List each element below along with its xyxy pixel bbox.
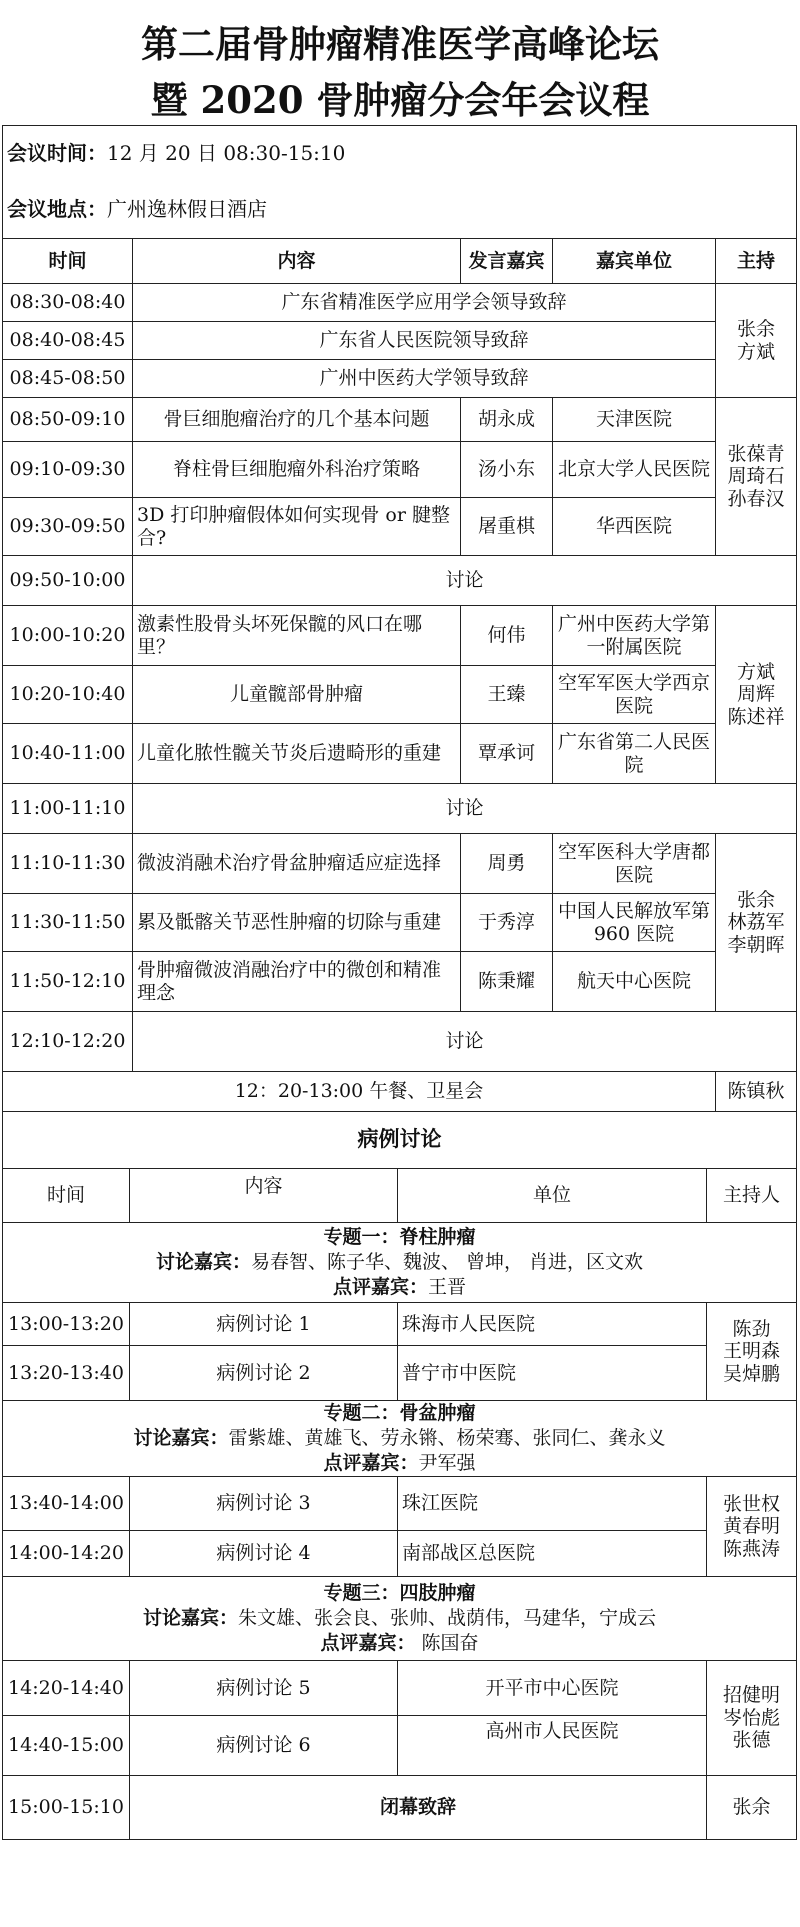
discussion-label: 讨论 <box>133 784 797 834</box>
topic-row <box>3 1223 797 1303</box>
row-time: 13:20-13:40 <box>3 1346 130 1401</box>
row-speaker: 于秀淳 <box>461 894 553 952</box>
table-row <box>3 1346 797 1401</box>
row-time: 08:30-08:40 <box>3 284 133 322</box>
host-cell: 张世权 黄春明 陈燕涛 <box>707 1477 797 1577</box>
header-unit: 嘉宾单位 <box>553 239 716 284</box>
table-row <box>3 1303 797 1346</box>
reviewer-name: 尹军强 <box>418 1451 476 1474</box>
table-row <box>3 398 797 442</box>
table-row <box>3 952 797 1012</box>
meeting-place <box>3 182 797 239</box>
host-cell: 方斌 周辉 陈述祥 <box>716 606 797 784</box>
reviewer-name: 王晋 <box>428 1275 467 1298</box>
row-unit: 南部战区总医院 <box>398 1531 707 1577</box>
meeting-time-label: 会议时间： <box>7 141 107 166</box>
table-header <box>3 1169 797 1223</box>
header-content: 内容 <box>130 1169 398 1223</box>
host-cell: 张余 林荔军 李朝晖 <box>716 834 797 1012</box>
row-unit: 广州中医药大学第一附属医院 <box>553 606 716 666</box>
row-content: 儿童化脓性髋关节炎后遗畸形的重建 <box>133 724 461 784</box>
row-unit: 空军医科大学唐都医院 <box>553 834 716 894</box>
row-speaker: 覃承诃 <box>461 724 553 784</box>
discussants-label: 讨论嘉宾： <box>142 1607 238 1630</box>
table-row <box>3 1661 797 1716</box>
host-cell: 招健明 岑怡彪 张德 <box>707 1661 797 1776</box>
discussion-row <box>3 784 797 834</box>
discussion-label: 讨论 <box>133 556 797 606</box>
table-row <box>3 442 797 498</box>
row-content: 脊柱骨巨细胞瘤外科治疗策略 <box>133 442 461 498</box>
title-line-2: 暨 2020 骨肿瘤分会年会议程 <box>150 78 650 122</box>
row-speaker: 汤小东 <box>461 442 553 498</box>
closing-host: 张余 <box>707 1776 797 1840</box>
title-line-1: 第二届骨肿瘤精准医学高峰论坛 <box>141 22 659 66</box>
lunch-host: 陈镇秋 <box>716 1072 797 1112</box>
row-time: 15:00-15:10 <box>3 1776 130 1840</box>
row-time: 08:50-09:10 <box>3 398 133 442</box>
row-unit: 高州市人民医院 <box>398 1716 707 1776</box>
row-time: 09:10-09:30 <box>3 442 133 498</box>
host-cell: 张余 方斌 <box>716 284 797 398</box>
table-row <box>3 322 797 360</box>
row-content: 病例讨论 5 <box>130 1661 398 1716</box>
discussants-names: 雷紫雄、黄雄飞、劳永锵、杨荣骞、张同仁、龚永义 <box>228 1427 666 1450</box>
row-unit: 珠江医院 <box>398 1477 707 1531</box>
meeting-place-value: 广州逸林假日酒店 <box>107 197 267 222</box>
row-time: 14:40-15:00 <box>3 1716 130 1776</box>
row-speaker: 陈秉耀 <box>461 952 553 1012</box>
row-speaker: 何伟 <box>461 606 553 666</box>
row-time: 14:20-14:40 <box>3 1661 130 1716</box>
row-time: 08:40-08:45 <box>3 322 133 360</box>
row-content: 激素性股骨头坏死保髋的风口在哪里？ <box>133 606 461 666</box>
case-section-title-row <box>3 1110 797 1169</box>
discussants-names: 易春智、陈子华、魏波、 曾坤， 肖进，区文欢 <box>250 1251 644 1274</box>
row-unit: 广东省第二人民医院 <box>553 724 716 784</box>
row-time: 09:50-10:00 <box>3 556 133 606</box>
row-unit: 北京大学人民医院 <box>553 442 716 498</box>
header-content: 内容 <box>133 239 461 284</box>
row-time: 10:20-10:40 <box>3 666 133 724</box>
row-time: 11:10-11:30 <box>3 834 133 894</box>
row-time: 14:00-14:20 <box>3 1531 130 1577</box>
reviewer-label: 点评嘉宾： <box>323 1451 419 1474</box>
table-row <box>3 1716 797 1776</box>
discussants-names: 朱文雄、张会良、张帅、战荫伟，马建华，宁成云 <box>238 1607 657 1630</box>
header-time: 时间 <box>3 1169 130 1223</box>
row-unit: 天津医院 <box>553 398 716 442</box>
table-row <box>3 498 797 556</box>
header-host: 主持人 <box>707 1169 797 1223</box>
row-time: 12:10-12:20 <box>3 1012 133 1072</box>
topic-discussants <box>7 1426 792 1451</box>
closing-label: 闭幕致辞 <box>130 1776 707 1840</box>
reviewer-label: 点评嘉宾： <box>332 1275 428 1298</box>
row-unit: 开平市中心医院 <box>398 1661 707 1716</box>
row-content: 儿童髋部骨肿瘤 <box>133 666 461 724</box>
row-time: 08:45-08:50 <box>3 360 133 398</box>
reviewer-name: 陈国奋 <box>415 1631 479 1654</box>
row-content: 病例讨论 4 <box>130 1531 398 1577</box>
discussion-label: 讨论 <box>133 1012 797 1072</box>
row-content: 广东省人民医院领导致辞 <box>133 322 716 360</box>
meeting-time-value: 12 月 20 日 08:30-15:10 <box>107 141 346 166</box>
header-time: 时间 <box>3 239 133 284</box>
table-row <box>3 724 797 784</box>
row-content: 微波消融术治疗骨盆肿瘤适应症选择 <box>133 834 461 894</box>
table-header <box>3 239 797 284</box>
case-discussion-table <box>2 1110 797 1840</box>
topic-title: 专题二：骨盆肿瘤 <box>323 1402 476 1425</box>
discussion-row <box>3 1012 797 1072</box>
row-unit: 中国人民解放军第 960 医院 <box>553 894 716 952</box>
agenda-table <box>2 125 797 1112</box>
row-time: 10:00-10:20 <box>3 606 133 666</box>
closing-row <box>3 1776 797 1840</box>
row-time: 11:50-12:10 <box>3 952 133 1012</box>
row-unit: 普宁市中医院 <box>398 1346 707 1401</box>
table-row <box>3 606 797 666</box>
row-unit: 华西医院 <box>553 498 716 556</box>
row-content: 骨肿瘤微波消融治疗中的微创和精准理念 <box>133 952 461 1012</box>
topic-discussants <box>7 1606 792 1631</box>
row-content: 病例讨论 6 <box>130 1716 398 1776</box>
row-time: 11:30-11:50 <box>3 894 133 952</box>
header-unit: 单位 <box>398 1169 707 1223</box>
row-unit: 珠海市人民医院 <box>398 1303 707 1346</box>
topic-reviewer <box>7 1631 792 1656</box>
discussants-label: 讨论嘉宾： <box>133 1427 229 1450</box>
topic-reviewer <box>7 1275 792 1300</box>
row-content: 病例讨论 2 <box>130 1346 398 1401</box>
case-section-title: 病例讨论 <box>3 1110 797 1169</box>
topic-row <box>3 1577 797 1661</box>
discussion-row <box>3 556 797 606</box>
row-speaker: 周勇 <box>461 834 553 894</box>
discussants-label: 讨论嘉宾： <box>155 1251 251 1274</box>
meeting-place-label: 会议地点： <box>7 197 107 222</box>
header-speaker: 发言嘉宾 <box>461 239 553 284</box>
lunch-label: 12：20-13:00 午餐、卫星会 <box>3 1072 716 1112</box>
row-unit: 航天中心医院 <box>553 952 716 1012</box>
row-content: 病例讨论 3 <box>130 1477 398 1531</box>
row-content: 3D 打印肿瘤假体如何实现骨 or 腱整合? <box>133 498 461 556</box>
host-cell: 张葆青 周琦石 孙春汉 <box>716 398 797 556</box>
row-time: 11:00-11:10 <box>3 784 133 834</box>
row-content: 骨巨细胞瘤治疗的几个基本问题 <box>133 398 461 442</box>
topic-reviewer <box>7 1451 792 1476</box>
topic-info <box>3 1223 797 1303</box>
table-row <box>3 1531 797 1577</box>
row-content: 病例讨论 1 <box>130 1303 398 1346</box>
topic-info <box>3 1577 797 1661</box>
table-row <box>3 834 797 894</box>
row-time: 13:00-13:20 <box>3 1303 130 1346</box>
table-row <box>3 284 797 322</box>
row-speaker: 屠重棋 <box>461 498 553 556</box>
header-host: 主持 <box>716 239 797 284</box>
row-content: 广东省精准医学应用学会领导致辞 <box>133 284 716 322</box>
meeting-time <box>3 126 797 183</box>
row-content: 累及骶髂关节恶性肿瘤的切除与重建 <box>133 894 461 952</box>
row-unit: 空军军医大学西京医院 <box>553 666 716 724</box>
row-time: 09:30-09:50 <box>3 498 133 556</box>
row-content: 广州中医药大学领导致辞 <box>133 360 716 398</box>
table-row <box>3 1477 797 1531</box>
row-speaker: 王臻 <box>461 666 553 724</box>
topic-info <box>3 1401 797 1477</box>
row-time: 10:40-11:00 <box>3 724 133 784</box>
topic-discussants <box>7 1250 792 1275</box>
table-row <box>3 666 797 724</box>
row-time: 13:40-14:00 <box>3 1477 130 1531</box>
topic-title: 专题一：脊柱肿瘤 <box>323 1226 476 1249</box>
table-row <box>3 360 797 398</box>
row-speaker: 胡永成 <box>461 398 553 442</box>
reviewer-label: 点评嘉宾： <box>320 1631 416 1654</box>
topic-row <box>3 1401 797 1477</box>
lunch-row <box>3 1072 797 1112</box>
topic-title: 专题三：四肢肿瘤 <box>323 1582 476 1605</box>
host-cell: 陈劲 王明森 吴焯鹏 <box>707 1303 797 1401</box>
table-row <box>3 894 797 952</box>
